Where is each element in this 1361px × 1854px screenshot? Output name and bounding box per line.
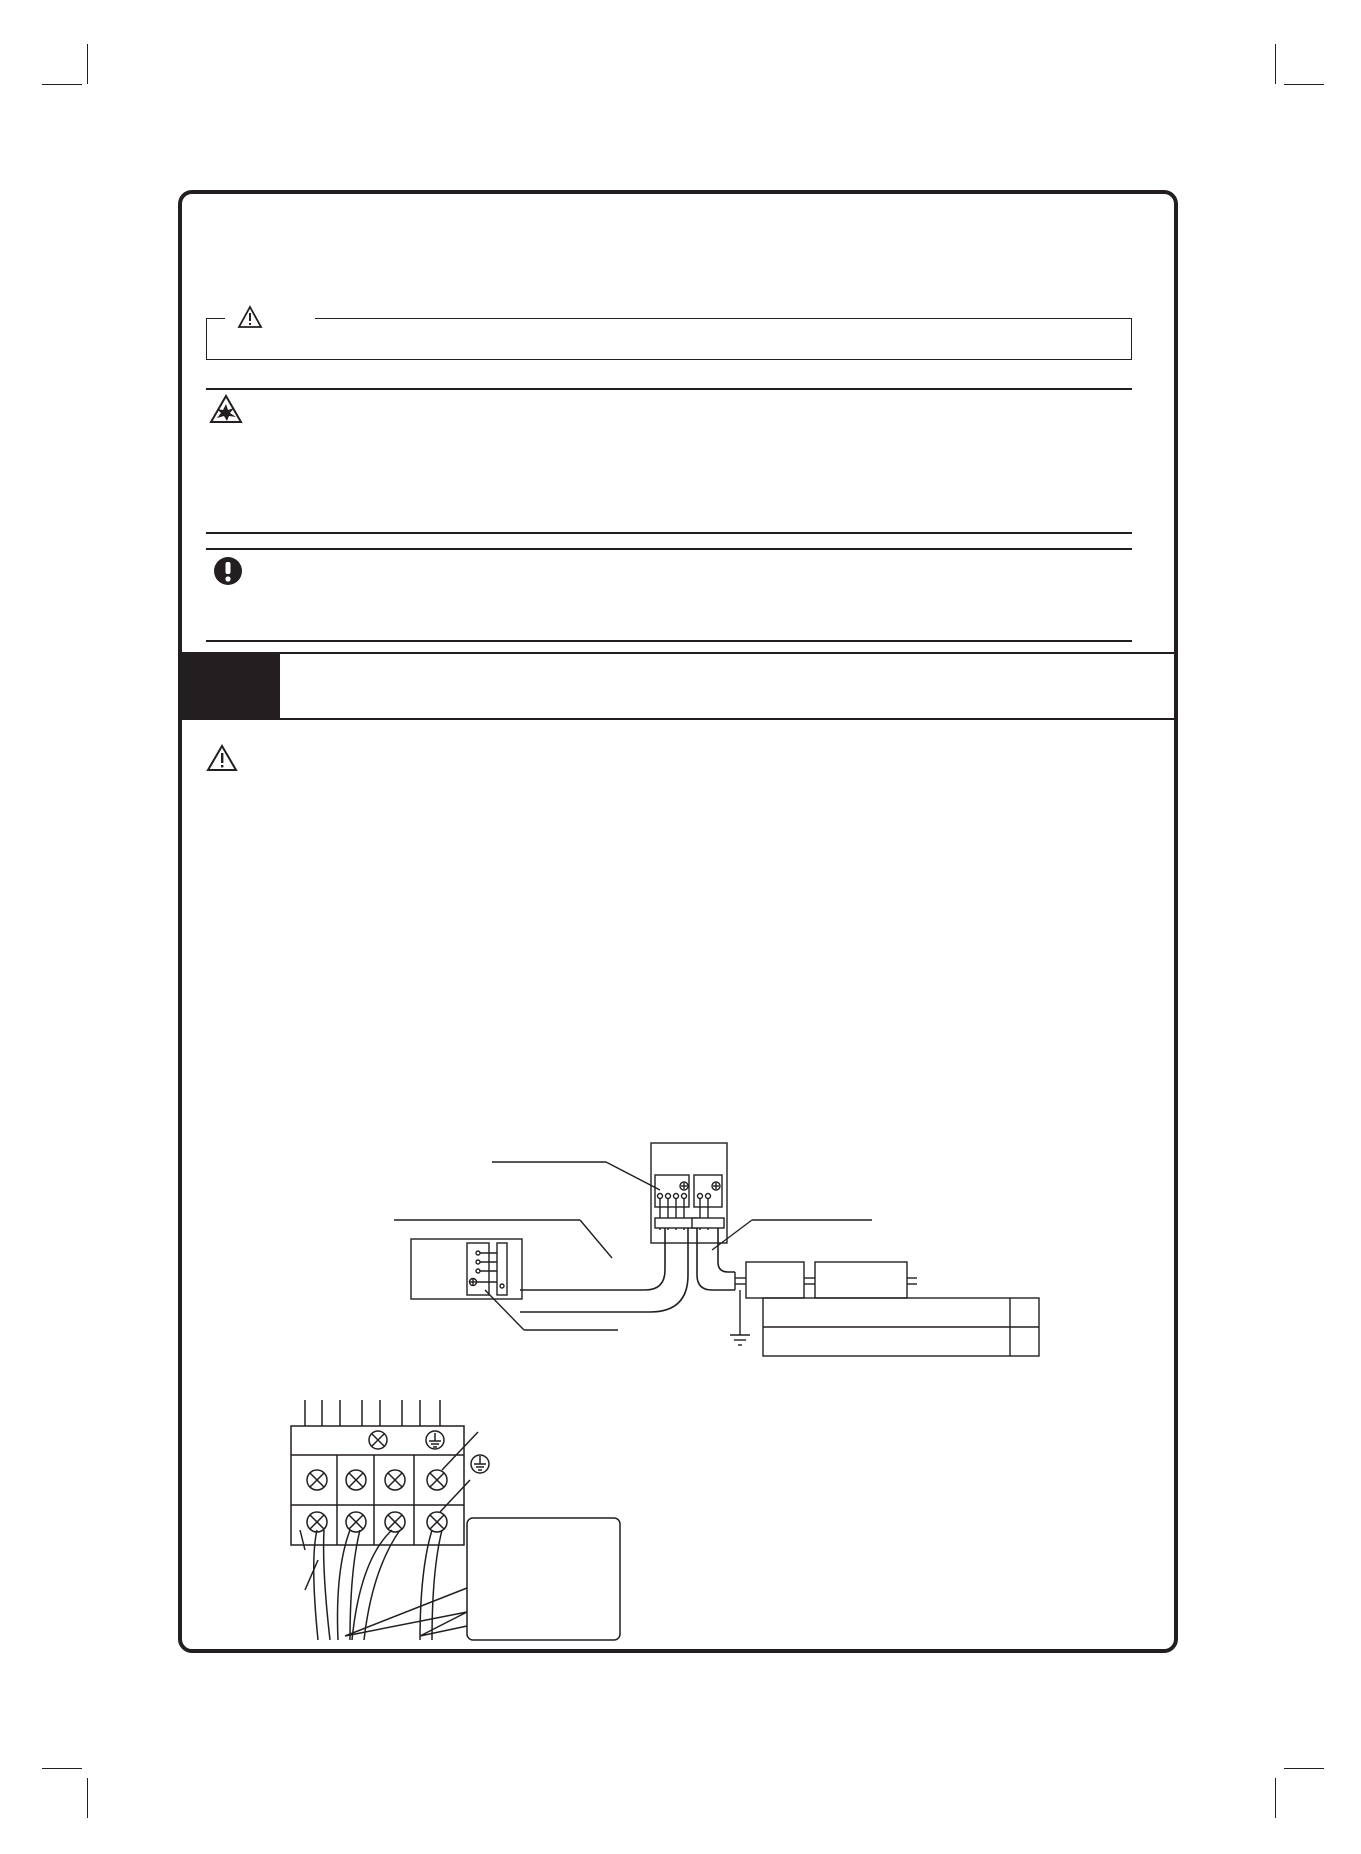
callout-box xyxy=(467,1518,620,1640)
